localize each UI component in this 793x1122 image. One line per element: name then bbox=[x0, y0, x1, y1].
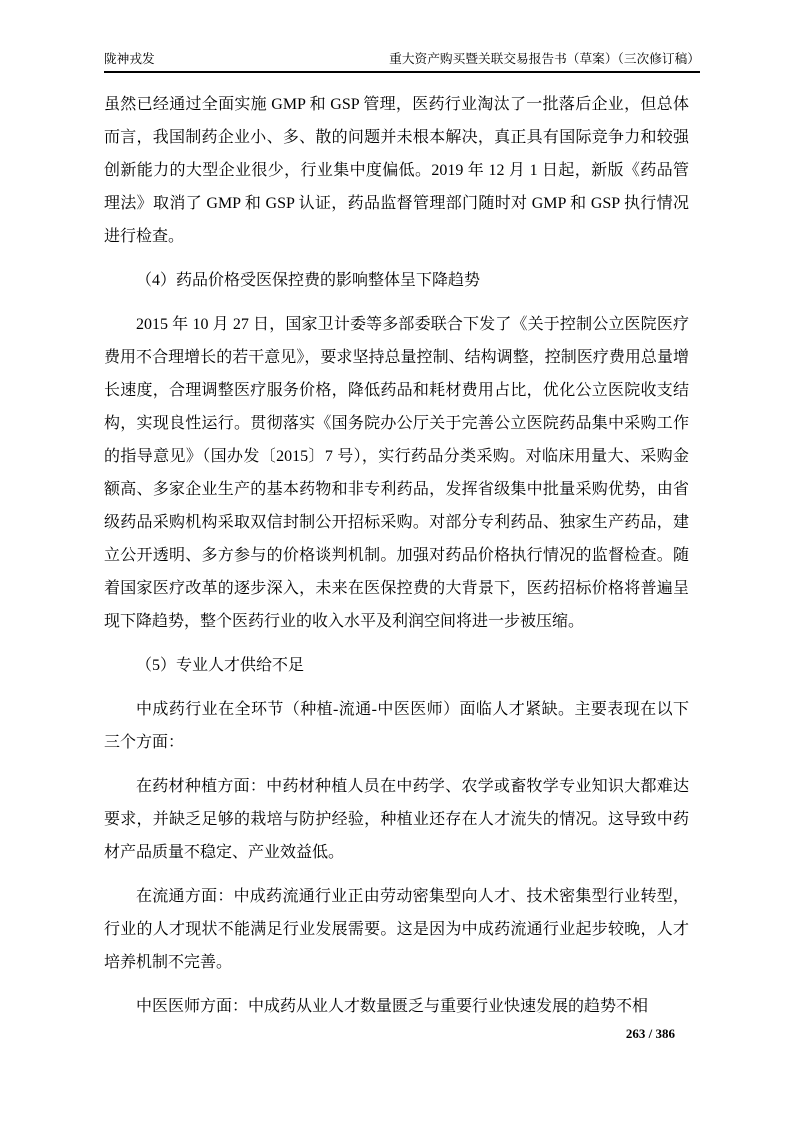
document-header bbox=[104, 52, 700, 73]
paragraph: 中成药行业在全环节（种植-流通-中医医师）面临人才紧缺。主要表现在以下三个方面： bbox=[104, 701, 689, 751]
document-footer bbox=[104, 1024, 675, 1044]
section-heading: （4）药品价格受医保控费的影响整体呈下降趋势 bbox=[136, 272, 481, 289]
page-number: 263 / 386 bbox=[625, 1026, 675, 1041]
header-company-name: 陇神戎发 bbox=[104, 52, 155, 66]
document-body bbox=[104, 88, 689, 1034]
paragraph: 2015 年 10 月 27 日，国家卫计委等多部委联合下发了《关于控制公立医院医疗费用不合理增长的若干意见》，要求坚持总量控制、结构调整，控制医疗费用总量增长速度，合理调整医疗服务价格，降低药品和耗材费用占比，优化公立医院收支结构，实现良性运行。贯彻落实《国务院办公厅关于完善公立医院药品集中采购工作的指导意见》（国办发〔2015〕7 号），实行药品分类采购。对临床用量大、采购金额高、多家企业生产的基本药物和非专利药品，发挥省级集中批量采购优势，由省级药品采购机构采取双信封制公开招标采购。对部分专利药品、独家生产药品，建立公开透明、多方参与的价格谈判机制。加强对药品价格执行情况的监督检查。随着国家医疗改革的逐步深入，未来在医保控费的大背景下，医药招标价格将普遍呈现下降趋势，整个医药行业的收入水平及利润空间将进一步被压缩。 bbox=[104, 316, 689, 630]
header-report-title: 重大资产购买暨关联交易报告书（草案）（三次修订稿） bbox=[389, 52, 700, 66]
paragraph: 在药材种植方面：中药材种植人员在中药学、农学或畜牧学专业知识大都难达要求，并缺乏足够的栽培与防护经验，种植业还存在人才流失的情况。这导致中药材产品质量不稳定、产业效益低。 bbox=[104, 778, 689, 861]
section-heading: （5）专业人才供给不足 bbox=[136, 657, 305, 674]
paragraph: 中医医师方面：中成药从业人才数量匮乏与重要行业快速发展的趋势不相 bbox=[136, 998, 649, 1015]
paragraph: 虽然已经通过全面实施 GMP 和 GSP 管理，医药行业淘汰了一批落后企业，但总体而言，我国制药企业小、多、散的问题并未根本解决，真正具有国际竞争力和较强创新能力的大型企业很少，行业集中度偏低。2019 年 12 月 1 日起，新版《药品管理法》取消了 GMP 和 GSP 认证，药品监督管理部门随时对 GMP 和 GSP 执行情况进行检查。 bbox=[104, 96, 689, 245]
paragraph: 在流通方面：中成药流通行业正由劳动密集型向人才、技术密集型行业转型，行业的人才现状不能满足行业发展需要。这是因为中成药流通行业起步较晚，人才培养机制不完善。 bbox=[104, 888, 689, 971]
